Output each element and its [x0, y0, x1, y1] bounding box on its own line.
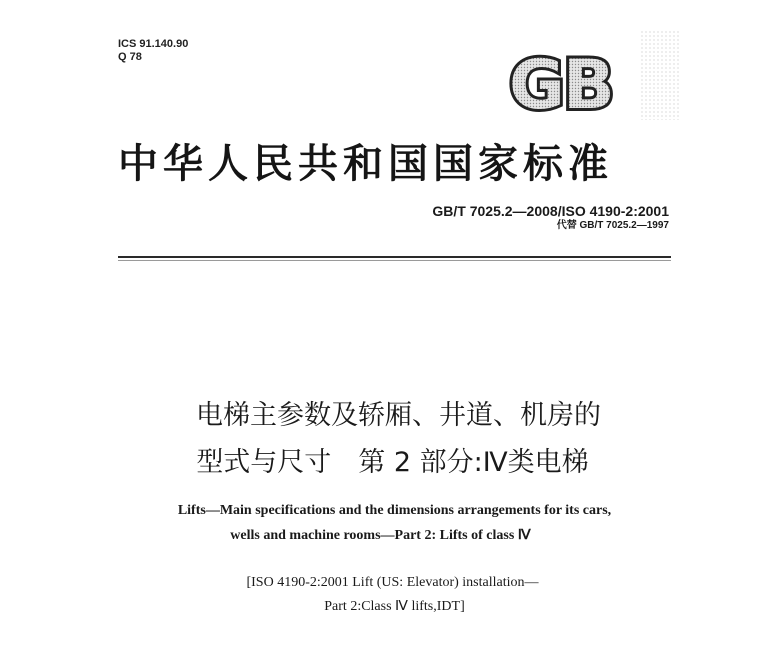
standard-number-block — [432, 203, 669, 232]
header-divider-thin — [118, 260, 671, 261]
header-divider — [118, 256, 671, 258]
ccs-code: Q 78 — [118, 51, 142, 63]
issuing-body-title: 中华人民共和国国家标准 — [118, 140, 613, 187]
gb-logo-text: GB — [509, 46, 613, 118]
replaces-standard: 代替 GB/T 7025.2—1997 — [556, 220, 669, 231]
chinese-title-line-2: 型式与尺寸 第 2 部分:Ⅳ类电梯 — [196, 447, 589, 478]
chinese-title-line-1: 电梯主参数及轿厢、井道、机房的 — [196, 400, 601, 431]
classification-codes — [118, 38, 188, 64]
iso-reference-line-2: Part 2:Class Ⅳ lifts,IDT] — [324, 599, 465, 614]
english-title-line-1: Lifts—Main specifications and the dimensions arrangements for its cars, — [177, 503, 612, 518]
standard-number: GB/T 7025.2—2008/ISO 4190-2:2001 — [432, 203, 669, 219]
iso-reference-line-1: [ISO 4190-2:2001 Lift (US: Elevator) installation— — [246, 575, 539, 590]
scan-noise — [640, 30, 680, 120]
gb-logo — [505, 42, 635, 118]
ics-code: ICS 91.140.90 — [118, 38, 189, 50]
english-title-line-2: wells and machine rooms—Part 2: Lifts of class Ⅳ — [230, 528, 531, 543]
